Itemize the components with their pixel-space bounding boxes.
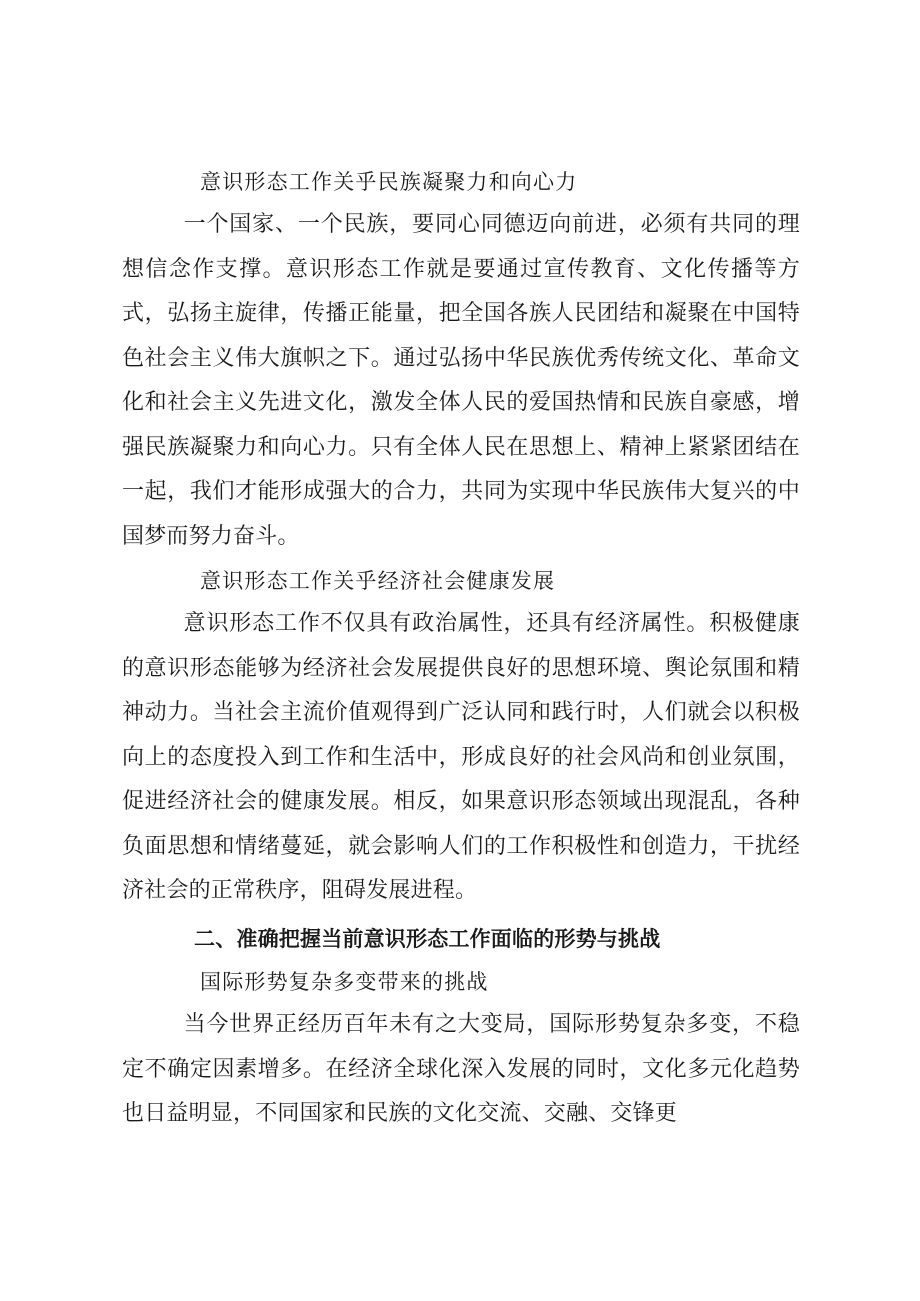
document-content <box>122 162 800 1136</box>
paragraph-economic-development: 意识形态工作不仅具有政治属性，还具有经济属性。积极健康的意识形态能够为经济社会发展提供良好的思想环境、舆论氛围和精神动力。当社会主流价值观得到广泛认同和践行时，人们就会以积极向上的态度投入到工作和生活中，形成良好的社会风尚和创业氛围，促进经济社会的健康发展。相反，如果意识形态领域出现混乱，各种负面思想和情绪蔓延，就会影响人们的工作积极性和创造力，干扰经济社会的正常秩序，阻碍发展进程。 <box>122 611 800 903</box>
subsection-heading-economic-development: 意识形态工作关乎经济社会健康发展 <box>200 569 556 593</box>
chapter-heading-two: 二、准确把握当前意识形态工作面临的形势与挑战 <box>194 927 661 951</box>
subsection-heading-international-challenges: 国际形势复杂多变带来的挑战 <box>200 970 489 994</box>
paragraph-international-challenges: 当今世界正经历百年未有之大变局，国际形势复杂多变，不稳定不确定因素增多。在经济全球化深入发展的同时，文化多元化趋势也日益明显，不同国家和民族的文化交流、交融、交锋更 <box>122 1012 800 1126</box>
subsection-heading-national-cohesion: 意识形态工作关乎民族凝聚力和向心力 <box>200 170 578 194</box>
paragraph-national-cohesion: 一个国家、一个民族，要同心同德迈向前进，必须有共同的理想信念作支撑。意识形态工作就是要通过宣传教育、文化传播等方式，弘扬主旋律，传播正能量，把全国各族人民团结和凝聚在中国特色社会主义伟大旗帜之下。通过弘扬中华民族优秀传统文化、革命文化和社会主义先进文化，激发全体人民的爱国热情和民族自豪感，增强民族凝聚力和向心力。只有全体人民在思想上、精神上紧紧团结在一起，我们才能形成强大的合力，共同为实现中华民族伟大复兴的中国梦而努力奋斗。 <box>122 212 800 549</box>
